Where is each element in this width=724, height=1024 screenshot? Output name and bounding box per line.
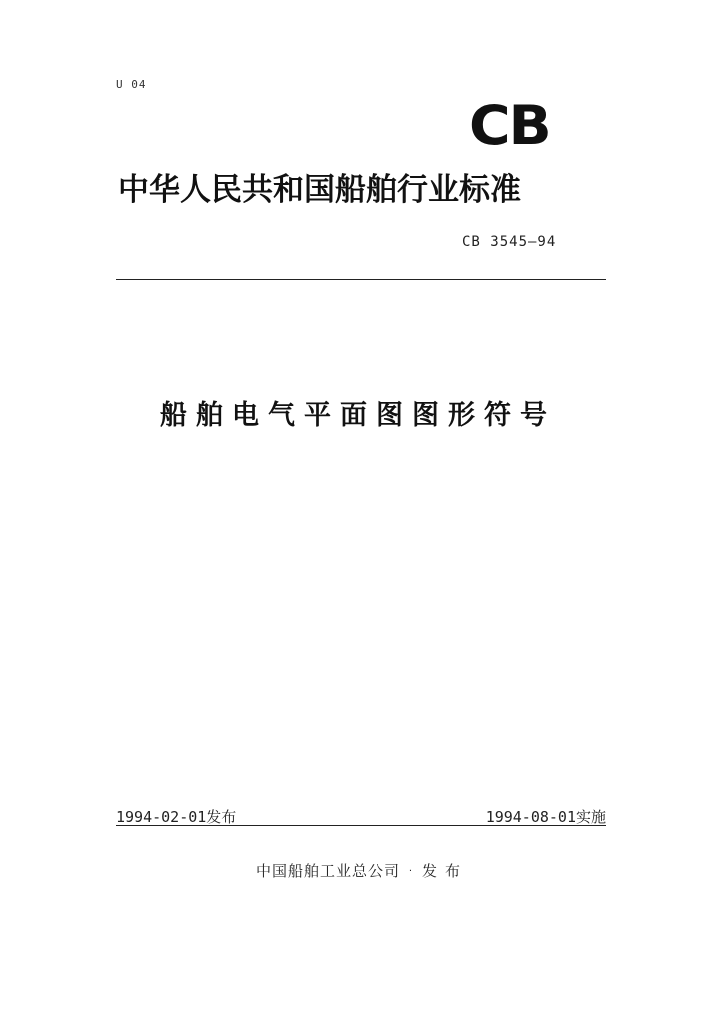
document-title: 船舶电气平面图图形符号 [160,400,556,431]
publish-label: 发布 [422,862,469,880]
classification-code: U 04 [116,78,147,91]
top-divider [116,279,606,280]
cb-logo: CB [469,94,550,157]
implementation-date: 1994-08-01实施 [485,808,606,826]
publisher-line [256,860,468,881]
bottom-divider [116,825,606,826]
separator-dot: · [408,866,414,877]
issue-date: 1994-02-01发布 [116,808,237,826]
org-title: 中华人民共和国船舶行业标准 [118,172,521,208]
standard-number: CB 3545—94 [462,234,557,250]
publisher-name: 中国船舶工业总公司 [256,862,401,880]
